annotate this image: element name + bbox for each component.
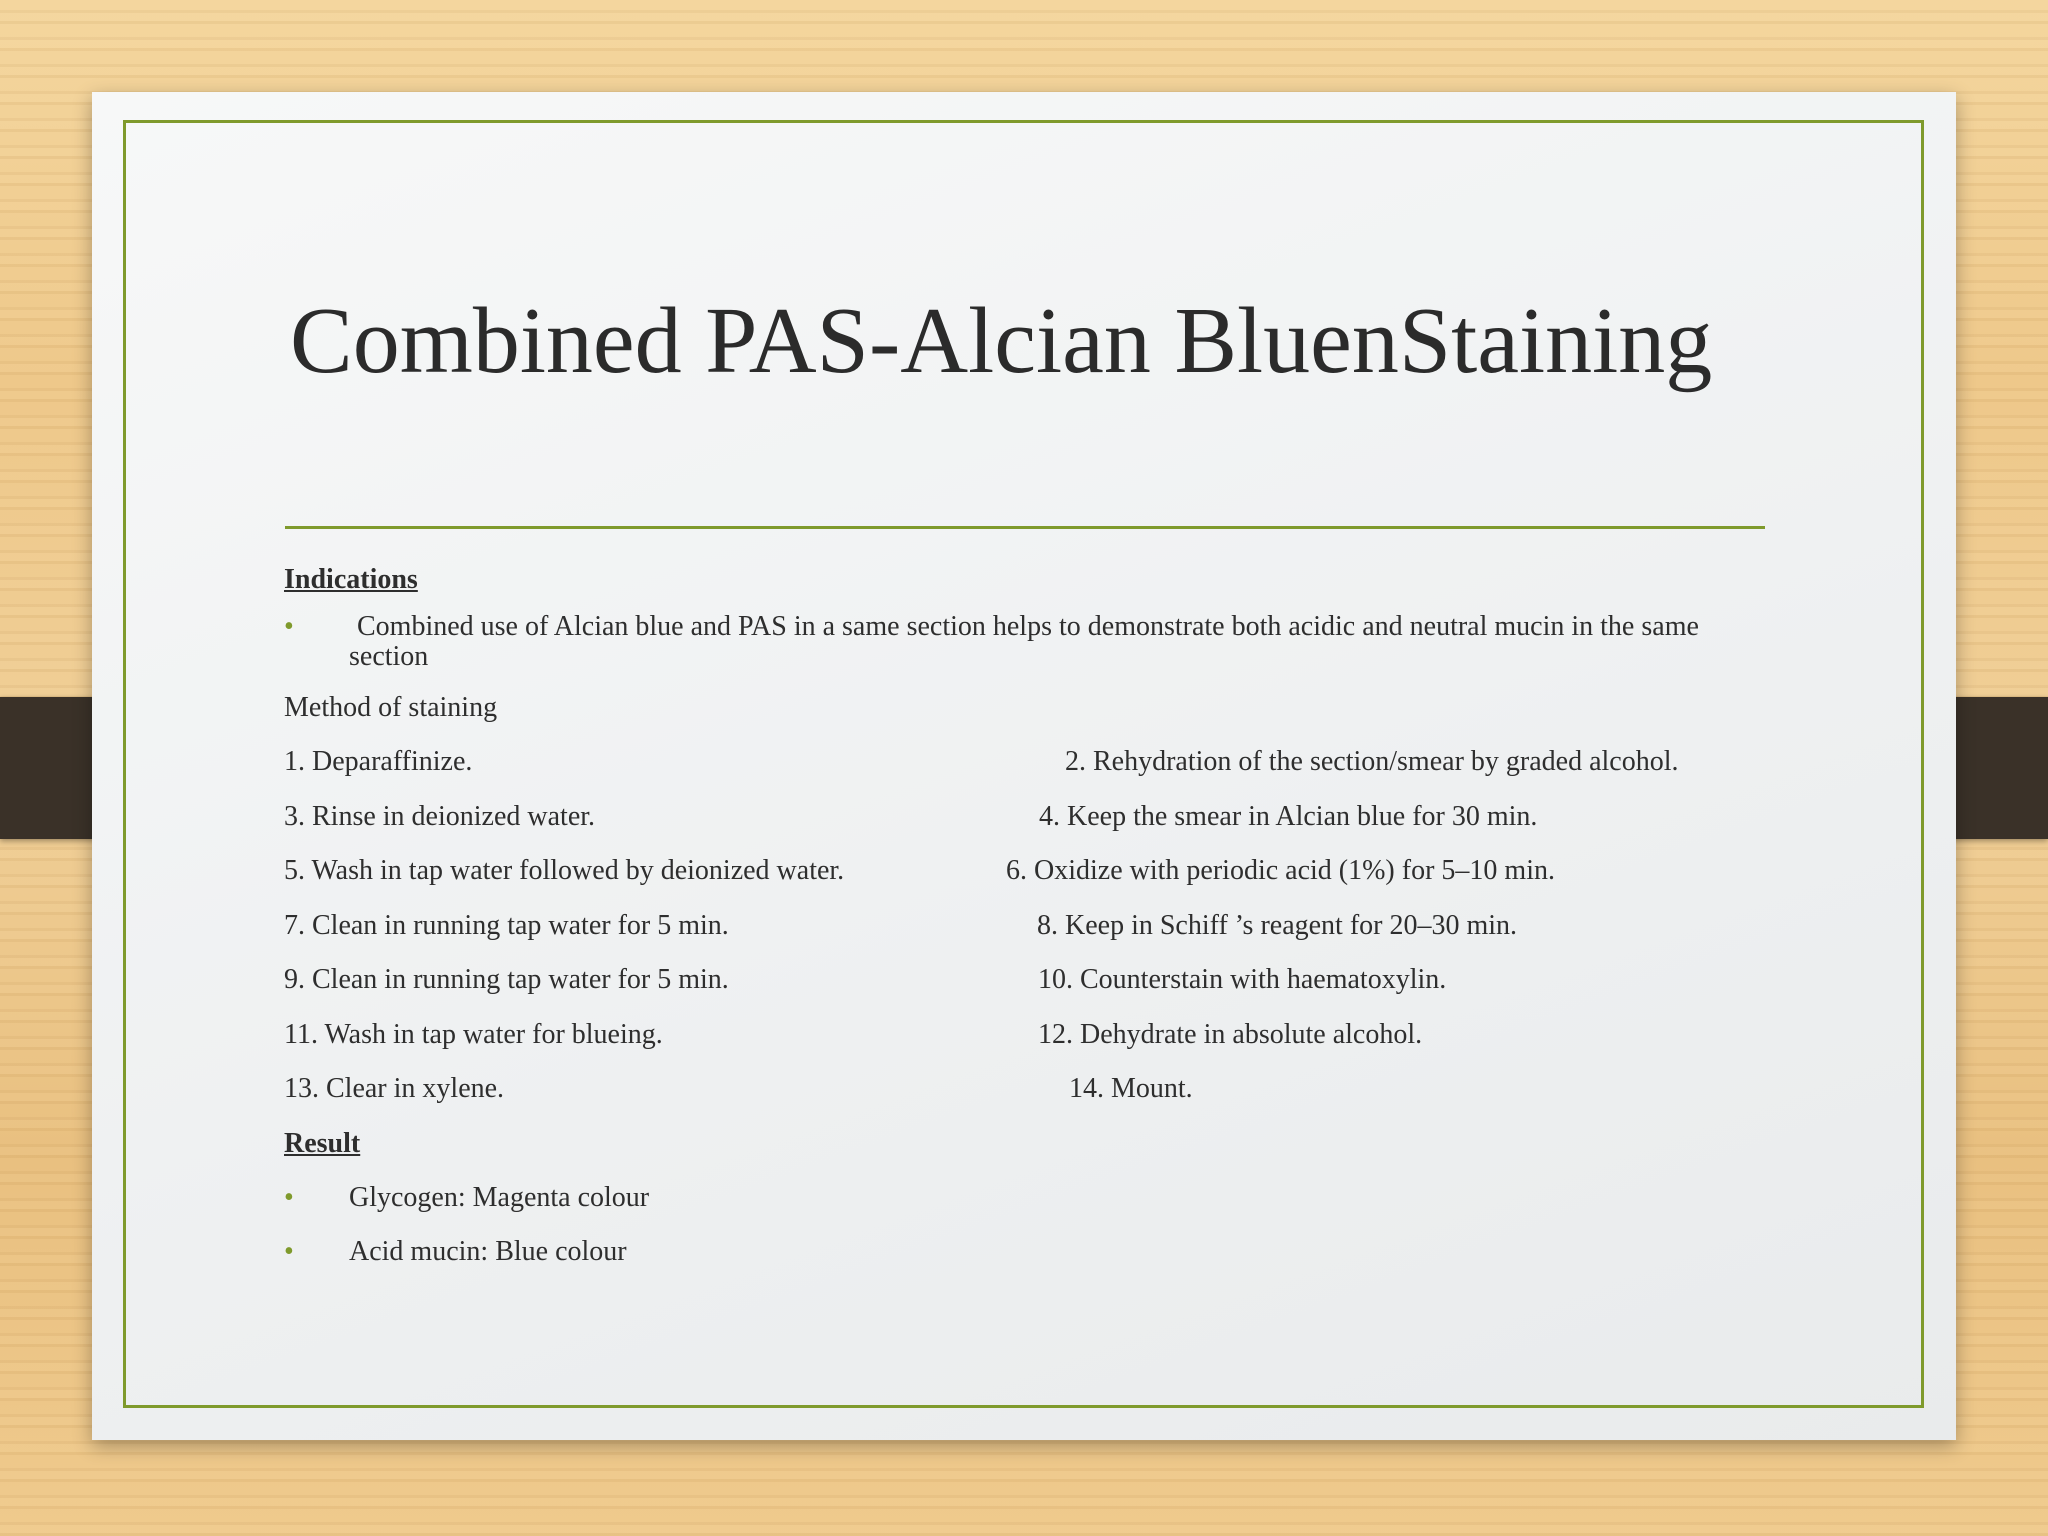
result-bullet	[284, 1232, 1764, 1272]
slide-title: Combined PAS-Alcian BluenStaining	[290, 289, 1713, 393]
method-label: Method of staining	[284, 692, 498, 723]
title-divider	[285, 526, 1765, 529]
step-14: 14. Mount.	[1069, 1073, 1193, 1104]
step-row	[284, 1015, 1764, 1070]
result-text: Glycogen: Magenta colour	[349, 1181, 650, 1213]
result-heading: Result	[284, 1127, 361, 1159]
step-1: 1. Deparaffinize.	[284, 746, 473, 777]
step-row	[284, 1069, 1764, 1124]
step-row	[284, 742, 1764, 797]
step-2: 2. Rehydration of the section/smear by graded alcohol.	[1065, 746, 1679, 777]
step-10: 10. Counterstain with haematoxylin.	[1038, 964, 1447, 995]
step-13: 13. Clear in xylene.	[284, 1073, 505, 1104]
result-bullet	[284, 1178, 1764, 1218]
step-3: 3. Rinse in deionized water.	[284, 800, 596, 832]
step-9: 9. Clean in running tap water for 5 min.	[284, 964, 729, 995]
indications-text: Combined use of Alcian blue and PAS in a same section helps to demonstrate both acidic and neutral mucin in the same section	[349, 611, 1699, 672]
method-steps	[284, 742, 1764, 1124]
step-row	[284, 851, 1764, 906]
bullet-icon: •	[284, 1181, 294, 1213]
step-6: 6. Oxidize with periodic acid (1%) for 5–10 min.	[1006, 855, 1555, 886]
step-5: 5. Wash in tap water followed by deionized water.	[284, 855, 845, 886]
step-8: 8. Keep in Schiff ’s reagent for 20–30 min.	[1037, 909, 1518, 941]
result-text: Acid mucin: Blue colour	[349, 1235, 627, 1267]
step-12: 12. Dehydrate in absolute alcohol.	[1038, 1018, 1423, 1050]
step-row	[284, 906, 1764, 961]
step-11: 11. Wash in tap water for blueing.	[284, 1018, 663, 1050]
slide-content	[284, 560, 1764, 1272]
bullet-icon: •	[284, 611, 294, 642]
bullet-icon: •	[284, 1235, 294, 1267]
indications-heading: Indications	[284, 564, 418, 595]
step-row	[284, 960, 1764, 1015]
step-row	[284, 797, 1764, 852]
step-7: 7. Clean in running tap water for 5 min.	[284, 909, 729, 941]
indications-bullet	[284, 612, 1764, 672]
step-4: 4. Keep the smear in Alcian blue for 30 min.	[1039, 800, 1538, 832]
